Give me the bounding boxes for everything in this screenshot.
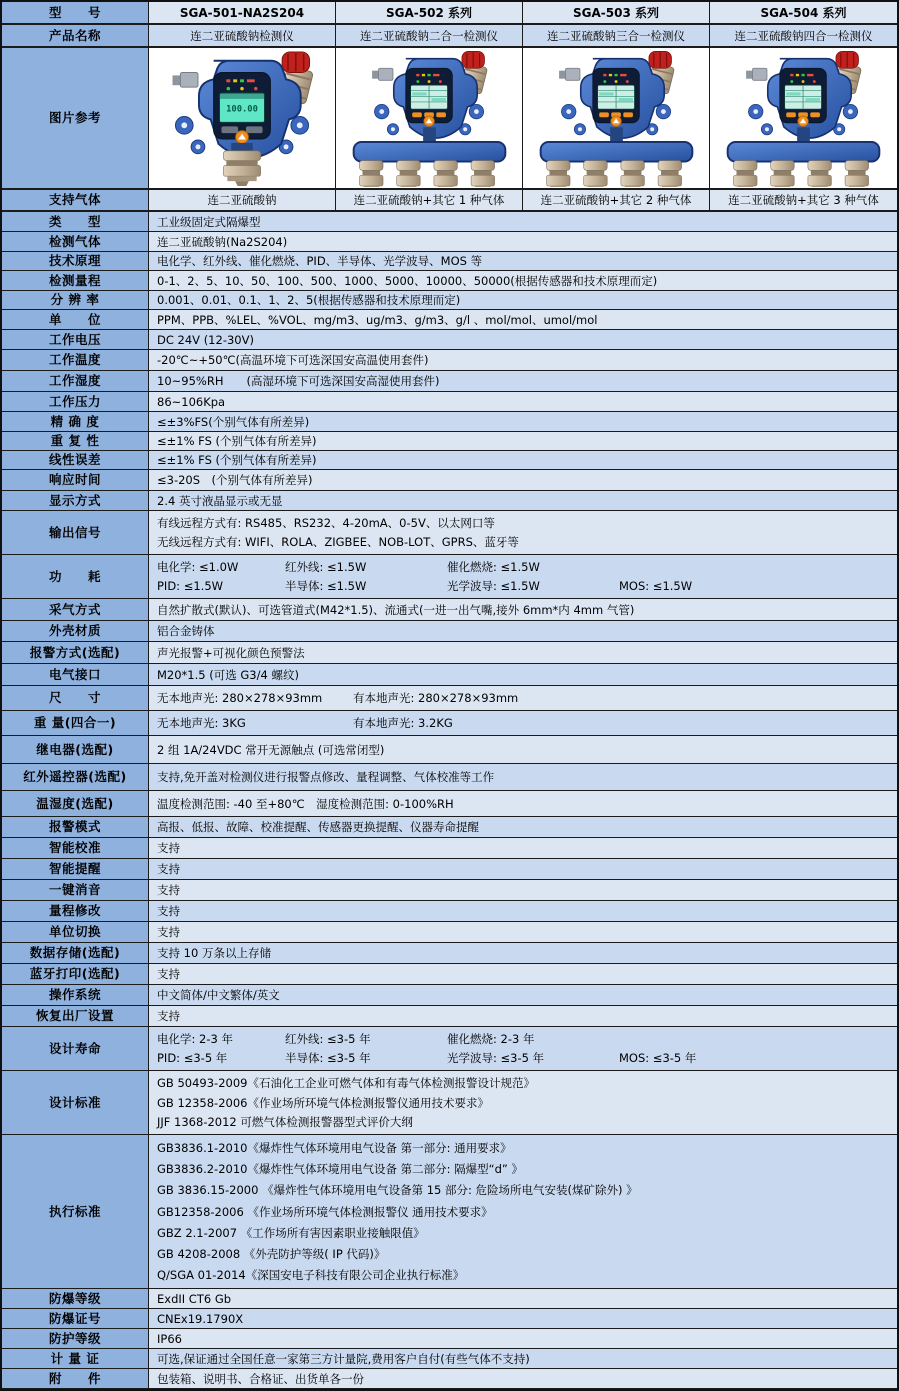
spec-value-type: 工业级固定式隔爆型 — [149, 212, 897, 232]
spec-row-response — [2, 470, 897, 491]
spec-row-principle — [2, 252, 897, 271]
model-sga504: SGA-504 系列 — [710, 2, 897, 25]
spec-label-response: 响应时间 — [2, 470, 149, 491]
spec-label-bt-print: 蓝牙打印(选配) — [2, 964, 149, 985]
spec-value-exec-std: GB3836.1-2010《爆炸性气体环境用电气设备 第一部分: 通用要求》 GB3836.2-2010《爆炸性气体环境用电气设备 第二部分: 隔爆型“d” 》 GB 3836.15-2000 《爆炸性气体环境用电气设备第 15 部分: 危险场所电气安装(煤矿除外) 》 GB12358-2006 《作业场所环境气体检测报警仪 通用技术要求》 GBZ 2.1-2007 《工作场所有害因素职业接触限值》 GB 4208-2008 《外壳防护等级( IP 代码)》 Q/SGA 01-2014《深国安电子科技有限公司企业执行标准》 — [149, 1135, 897, 1289]
spec-value-bt-print: 支持 — [149, 964, 897, 985]
spec-value-factory-reset: 支持 — [149, 1006, 897, 1027]
spec-row-power — [2, 555, 897, 599]
spec-value-work-pressure: 86~106Kpa — [149, 392, 897, 412]
image-row-label: 图片参考 — [2, 48, 149, 190]
spec-label-range: 检测量程 — [2, 271, 149, 291]
spec-row-type — [2, 212, 897, 232]
spec-value-data-storage: 支持 10 万条以上存储 — [149, 943, 897, 964]
spec-label-display: 显示方式 — [2, 491, 149, 511]
spec-value-metrology: 可选,保证通过全国任意一家第三方计量院,费用客户自付(有些气体不支持) — [149, 1349, 897, 1369]
spec-value-detect-gas: 连二亚硫酸钠(Na2S204) — [149, 232, 897, 252]
spec-label-ip-grade: 防护等级 — [2, 1329, 149, 1349]
product-image-sga501 — [149, 48, 336, 190]
spec-row-work-temp — [2, 350, 897, 371]
spec-row-range — [2, 271, 897, 291]
spec-value-output: 有线远程方式有: RS485、RS232、4-20mA、0-5V、以太网口等 无线远程方式有: WIFI、ROLA、ZIGBEE、NOB-LOT、GPRS、蓝牙等 — [149, 511, 897, 555]
spec-row-exd-grade — [2, 1289, 897, 1309]
spec-row-accessories — [2, 1369, 897, 1389]
spec-value-unit: PPM、PPB、%LEL、%VOL、mg/m3、ug/m3、g/m3、g/l 、mol/mol、umol/mol — [149, 310, 897, 330]
spec-row-data-storage — [2, 943, 897, 964]
spec-row-unit — [2, 310, 897, 330]
spec-row-output — [2, 511, 897, 555]
spec-label-metrology: 计 量 证 — [2, 1349, 149, 1369]
spec-label-accuracy: 精 确 度 — [2, 412, 149, 432]
spec-value-unit-switch: 支持 — [149, 922, 897, 943]
spec-value-sampling: 自然扩散式(默认)、可选管道式(M42*1.5)、流通式(一进一出气嘴,接外 6mm*内 4mm 气管) — [149, 599, 897, 621]
spec-value-exd-cert: CNEx19.1790X — [149, 1309, 897, 1329]
spec-value-ip-grade: IP66 — [149, 1329, 897, 1349]
spec-label-ir-remote: 红外遥控器(选配) — [2, 764, 149, 791]
spec-value-alarm-opt: 声光报警+可视化颜色预警法 — [149, 642, 897, 664]
spec-label-one-key-mute: 一键消音 — [2, 880, 149, 901]
spec-label-size: 尺 寸 — [2, 686, 149, 711]
spec-row-exec-std — [2, 1135, 897, 1289]
product-name-1: 连二亚硫酸钠检测仪 — [149, 25, 336, 48]
spec-label-sampling: 采气方式 — [2, 599, 149, 621]
spec-value-power: 电化学: ≤1.0W 红外线: ≤1.5W 催化燃烧: ≤1.5W PID: ≤1.5W 半导体: ≤1.5W 光学波导: ≤1.5W MOS: ≤1.5W — [149, 555, 897, 599]
spec-value-linearity: ≤±1% FS (个别气体有所差异) — [149, 451, 897, 470]
spec-rows — [2, 212, 897, 1389]
spec-row-detect-gas — [2, 232, 897, 252]
model-sga502: SGA-502 系列 — [336, 2, 523, 25]
spec-value-electric-port: M20*1.5 (可选 G3/4 螺纹) — [149, 664, 897, 686]
spec-value-weight: 无本地声光: 3KG 有本地声光: 3.2KG — [149, 711, 897, 736]
spec-row-factory-reset — [2, 1006, 897, 1027]
spec-value-relay: 2 组 1A/24VDC 常开无源触点 (可选常闭型) — [149, 736, 897, 764]
spec-row-ip-grade — [2, 1329, 897, 1349]
spec-value-voltage: DC 24V (12-30V) — [149, 330, 897, 350]
spec-row-unit-switch — [2, 922, 897, 943]
spec-value-resolution: 0.001、0.01、0.1、1、2、5(根据传感器和技术原理而定) — [149, 291, 897, 310]
spec-row-alarm-modes — [2, 817, 897, 838]
gas-value-1: 连二亚硫酸钠 — [149, 190, 336, 212]
spec-row-lifespan — [2, 1027, 897, 1071]
gas-row — [2, 190, 897, 212]
lcd-reading: 100.00 — [225, 104, 258, 115]
spec-row-design-std — [2, 1071, 897, 1135]
spec-label-exd-grade: 防爆等级 — [2, 1289, 149, 1309]
spec-label-electric-port: 电气接口 — [2, 664, 149, 686]
product-name-label: 产品名称 — [2, 25, 149, 48]
spec-value-lifespan: 电化学: 2-3 年 红外线: ≤3-5 年 催化燃烧: 2-3 年 PID: ≤3-5 年 半导体: ≤3-5 年 光学波导: ≤3-5 年 MOS: ≤3-5 年 — [149, 1027, 897, 1071]
spec-row-size — [2, 686, 897, 711]
spec-label-work-temp: 工作温度 — [2, 350, 149, 371]
spec-row-smart-cal — [2, 838, 897, 859]
spec-value-design-std: GB 50493-2009《石油化工企业可燃气体和有毒气体检测报警设计规范》 GB 12358-2006《作业场所环境气体检测报警仪通用技术要求》 JJF 1368-2012 可燃气体检测报警器型式评价大纲 — [149, 1071, 897, 1135]
spec-row-temp-humidity — [2, 791, 897, 817]
gas-row-label: 支持气体 — [2, 190, 149, 212]
spec-row-work-pressure — [2, 392, 897, 412]
spec-row-range-modify — [2, 901, 897, 922]
spec-row-exd-cert — [2, 1309, 897, 1329]
spec-label-lifespan: 设计寿命 — [2, 1027, 149, 1071]
spec-value-accuracy: ≤±3%FS(个别气体有所差异) — [149, 412, 897, 432]
spec-label-data-storage: 数据存储(选配) — [2, 943, 149, 964]
spec-label-housing: 外壳材质 — [2, 621, 149, 642]
image-row — [2, 48, 897, 190]
gas-value-4: 连二亚硫酸钠+其它 3 种气体 — [710, 190, 897, 212]
spec-value-smart-cal: 支持 — [149, 838, 897, 859]
spec-label-weight: 重 量(四合一) — [2, 711, 149, 736]
spec-label-alarm-opt: 报警方式(选配) — [2, 642, 149, 664]
model-sga501: SGA-501-NA2S204 — [149, 2, 336, 25]
spec-label-unit: 单 位 — [2, 310, 149, 330]
spec-value-accessories: 包装箱、说明书、合格证、出货单各一份 — [149, 1369, 897, 1389]
product-image-sga502 — [336, 48, 523, 190]
gas-value-2: 连二亚硫酸钠+其它 1 种气体 — [336, 190, 523, 212]
model-sga503: SGA-503 系列 — [523, 2, 710, 25]
spec-label-work-humidity: 工作湿度 — [2, 371, 149, 392]
model-row-label: 型 号 — [2, 2, 149, 25]
gas-value-3: 连二亚硫酸钠+其它 2 种气体 — [523, 190, 710, 212]
spec-label-smart-remind: 智能提醒 — [2, 859, 149, 880]
spec-row-metrology — [2, 1349, 897, 1369]
spec-label-alarm-modes: 报警模式 — [2, 817, 149, 838]
spec-row-housing — [2, 621, 897, 642]
spec-label-repeatability: 重 复 性 — [2, 432, 149, 451]
spec-label-type: 类 型 — [2, 212, 149, 232]
spec-row-voltage — [2, 330, 897, 350]
spec-label-unit-switch: 单位切换 — [2, 922, 149, 943]
spec-row-bt-print — [2, 964, 897, 985]
spec-label-range-modify: 量程修改 — [2, 901, 149, 922]
product-image-sga503 — [523, 48, 710, 190]
spec-label-exec-std: 执行标准 — [2, 1135, 149, 1289]
spec-label-design-std: 设计标准 — [2, 1071, 149, 1135]
spec-value-temp-humidity: 温度检测范围: -40 至+80℃ 湿度检测范围: 0-100%RH — [149, 791, 897, 817]
spec-label-temp-humidity: 温湿度(选配) — [2, 791, 149, 817]
product-name-4: 连二亚硫酸钠四合一检测仪 — [710, 25, 897, 48]
spec-value-size: 无本地声光: 280×278×93mm 有本地声光: 280×278×93mm — [149, 686, 897, 711]
spec-row-resolution — [2, 291, 897, 310]
spec-value-principle: 电化学、红外线、催化燃烧、PID、半导体、光学波导、MOS 等 — [149, 252, 897, 271]
spec-label-factory-reset: 恢复出厂设置 — [2, 1006, 149, 1027]
spec-value-exd-grade: ExdII CT6 Gb — [149, 1289, 897, 1309]
spec-label-exd-cert: 防爆证号 — [2, 1309, 149, 1329]
spec-value-one-key-mute: 支持 — [149, 880, 897, 901]
product-name-row — [2, 25, 897, 48]
spec-row-display — [2, 491, 897, 511]
spec-row-sampling — [2, 599, 897, 621]
spec-value-alarm-modes: 高报、低报、故障、校准提醒、传感器更换提醒、仪器寿命提醒 — [149, 817, 897, 838]
spec-row-one-key-mute — [2, 880, 897, 901]
model-row — [2, 2, 897, 25]
spec-label-accessories: 附 件 — [2, 1369, 149, 1389]
spec-value-range: 0-1、2、5、10、50、100、500、1000、5000、10000、50000(根据传感器和技术原理而定) — [149, 271, 897, 291]
spec-value-repeatability: ≤±1% FS (个别气体有所差异) — [149, 432, 897, 451]
spec-label-output: 输出信号 — [2, 511, 149, 555]
spec-label-power: 功 耗 — [2, 555, 149, 599]
spec-label-os: 操作系统 — [2, 985, 149, 1006]
product-name-3: 连二亚硫酸钠三合一检测仪 — [523, 25, 710, 48]
spec-label-relay: 继电器(选配) — [2, 736, 149, 764]
spec-row-alarm-opt — [2, 642, 897, 664]
spec-value-ir-remote: 支持,免开盖对检测仪进行报警点修改、量程调整、气体校准等工作 — [149, 764, 897, 791]
spec-label-work-pressure: 工作压力 — [2, 392, 149, 412]
spec-row-os — [2, 985, 897, 1006]
spec-label-smart-cal: 智能校准 — [2, 838, 149, 859]
spec-row-accuracy — [2, 412, 897, 432]
spec-label-resolution: 分 辨 率 — [2, 291, 149, 310]
spec-value-work-humidity: 10~95%RH (高湿环境下可选深国安高湿使用套件) — [149, 371, 897, 392]
spec-row-repeatability — [2, 432, 897, 451]
spec-row-weight — [2, 711, 897, 736]
spec-value-housing: 铝合金铸体 — [149, 621, 897, 642]
spec-label-detect-gas: 检测气体 — [2, 232, 149, 252]
product-name-2: 连二亚硫酸钠二合一检测仪 — [336, 25, 523, 48]
spec-value-work-temp: -20℃~+50℃(高温环境下可选深国安高温使用套件) — [149, 350, 897, 371]
spec-value-smart-remind: 支持 — [149, 859, 897, 880]
spec-row-relay — [2, 736, 897, 764]
spec-value-display: 2.4 英寸液晶显示或无显 — [149, 491, 897, 511]
spec-value-range-modify: 支持 — [149, 901, 897, 922]
product-image-sga504 — [710, 48, 897, 190]
spec-value-os: 中文简体/中文繁体/英文 — [149, 985, 897, 1006]
spec-row-ir-remote — [2, 764, 897, 791]
spec-row-linearity — [2, 451, 897, 470]
spec-row-work-humidity — [2, 371, 897, 392]
spec-row-smart-remind — [2, 859, 897, 880]
spec-value-response: ≤3-20S (个别气体有所差异) — [149, 470, 897, 491]
spec-label-linearity: 线性误差 — [2, 451, 149, 470]
spec-label-principle: 技术原理 — [2, 252, 149, 271]
spec-row-electric-port — [2, 664, 897, 686]
spec-label-voltage: 工作电压 — [2, 330, 149, 350]
